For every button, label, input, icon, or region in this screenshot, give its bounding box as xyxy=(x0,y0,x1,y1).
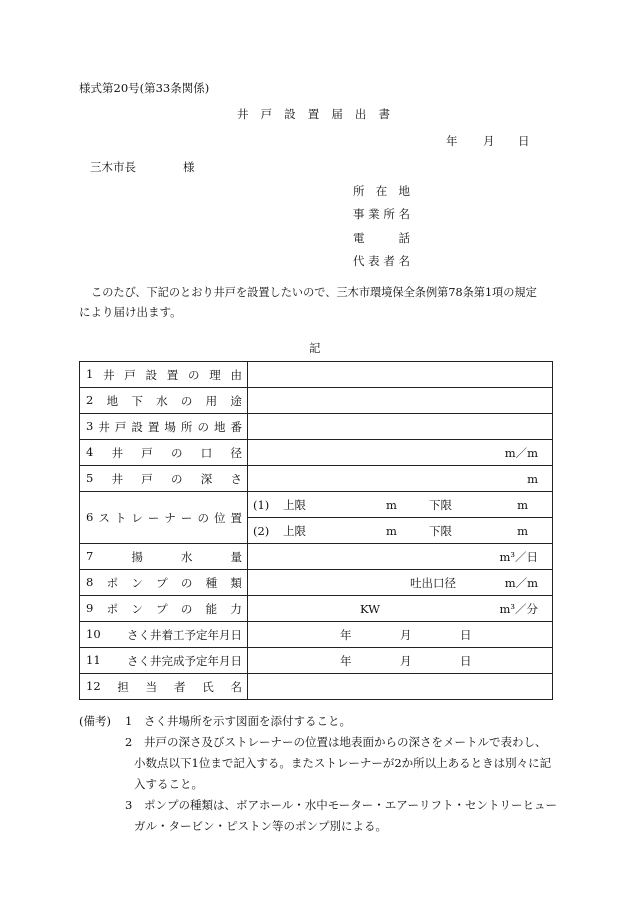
date-day: 日 xyxy=(460,627,472,642)
lower-limit-label: 下限 xyxy=(429,497,452,512)
label-char: ナ xyxy=(164,510,176,525)
row-number: 11 xyxy=(86,652,101,667)
row-number: 6 xyxy=(86,509,94,524)
row-label xyxy=(80,622,248,648)
label-char: の xyxy=(188,367,200,382)
label-char: 設 xyxy=(131,419,143,434)
table-row xyxy=(80,596,553,622)
label-char: 電 xyxy=(353,231,365,245)
label-char: 用 xyxy=(205,393,218,408)
label-char: 戸 xyxy=(124,367,136,382)
row-label xyxy=(80,466,248,492)
date-year: 年 xyxy=(446,134,458,148)
label-char: 当 xyxy=(145,679,158,694)
label-char: 戸 xyxy=(141,471,153,486)
label-char: 所 xyxy=(180,419,193,434)
label-char: 者 xyxy=(383,254,395,268)
title-char: 井 xyxy=(237,107,249,121)
start-date-field[interactable] xyxy=(248,622,553,648)
label-char: 場 xyxy=(164,419,176,434)
label-char: の xyxy=(180,393,193,408)
unit-label: m／m xyxy=(504,575,538,590)
unit-label: m³／日 xyxy=(499,549,538,564)
label-char: 話 xyxy=(398,231,410,245)
date-year: 年 xyxy=(340,653,352,668)
row-number: 2 xyxy=(86,392,94,407)
row-label xyxy=(80,544,248,570)
label-char: ト xyxy=(114,510,127,525)
label-char: 事 xyxy=(353,207,365,221)
row-number: 12 xyxy=(86,678,101,693)
label-char: レ xyxy=(131,510,143,525)
table-row xyxy=(80,570,553,596)
label-char: 所 xyxy=(383,207,395,221)
label-char: 戸 xyxy=(114,419,127,434)
date-month: 月 xyxy=(400,627,412,642)
row-number: 7 xyxy=(86,548,94,563)
row-number: 1 xyxy=(86,366,94,381)
date-month: 月 xyxy=(483,134,495,148)
note-line: 小数点以下1位まで記入する。またストレーナーが2か所以上あるときは別々に記 xyxy=(134,756,552,770)
label-char: 戸 xyxy=(141,445,153,460)
label-char: の xyxy=(171,471,183,486)
label-char: 者 xyxy=(173,679,186,694)
label-char: 所 xyxy=(353,184,365,198)
unit-label: m／m xyxy=(504,445,538,460)
table-row xyxy=(80,648,553,674)
upper-limit-label: 上限 xyxy=(283,497,306,512)
label-char: の xyxy=(197,419,209,434)
field-representative-label xyxy=(353,253,410,269)
date-month: 月 xyxy=(400,653,412,668)
row-label xyxy=(80,596,248,622)
label-char: 径 xyxy=(230,445,242,460)
label-char: 井 xyxy=(111,471,124,486)
row-number: 9 xyxy=(86,600,94,615)
row-label xyxy=(80,492,248,544)
field-phone-label xyxy=(353,230,410,246)
label-char: 地 xyxy=(213,419,226,434)
note-line: 入すること。 xyxy=(134,777,203,791)
person-in-charge-field[interactable] xyxy=(248,674,553,700)
diameter-field[interactable] xyxy=(248,440,553,466)
label-char: 担 xyxy=(117,679,129,694)
label-char: 水 xyxy=(156,393,168,408)
depth-field[interactable] xyxy=(248,466,553,492)
note-line: さく井場所を示す図面を添付すること。 xyxy=(144,714,351,728)
reason-field[interactable] xyxy=(248,362,553,388)
unit-label: m xyxy=(517,523,528,538)
label-char: 理 xyxy=(209,367,221,382)
row-label-text: さく井着工予定年月日 xyxy=(127,627,242,642)
addressee-honorific: 様 xyxy=(183,160,195,174)
field-business-name-label xyxy=(353,206,410,222)
label-char: 置 xyxy=(166,367,179,382)
usage-field[interactable] xyxy=(248,388,553,414)
label-char: 地 xyxy=(106,393,119,408)
row-label xyxy=(80,388,248,414)
pump-type-field[interactable] xyxy=(248,570,553,596)
label-char: 下 xyxy=(131,393,143,408)
label-char: 設 xyxy=(145,367,158,382)
unit-label: m xyxy=(386,497,397,512)
row-label-text: さく井完成予定年月日 xyxy=(127,653,242,668)
row-label xyxy=(80,674,248,700)
document-title xyxy=(237,106,390,122)
label-char: 由 xyxy=(230,367,242,382)
label-char: プ xyxy=(156,601,168,616)
label-char: 名 xyxy=(398,254,410,268)
date-day: 日 xyxy=(460,653,472,668)
lower-limit-label: 下限 xyxy=(429,523,452,538)
pump-capacity-field[interactable] xyxy=(248,596,553,622)
kw-label: KW xyxy=(360,601,381,616)
label-char: 井 xyxy=(103,367,115,382)
strainer-position-cell xyxy=(248,492,553,544)
label-char: 力 xyxy=(230,601,242,616)
body-text-line1: このたび、下記のとおり井戸を設置したいので、三木市環境保全条例第78条第1項の規定 xyxy=(91,286,537,299)
title-char: 出 xyxy=(354,107,367,121)
unit-label: m xyxy=(517,497,528,512)
application-table xyxy=(79,361,553,700)
discharge-diameter-label: 吐出口径 xyxy=(410,575,456,590)
form-number: 様式第20号(第33条関係) xyxy=(79,81,210,95)
label-char: 氏 xyxy=(202,679,214,694)
label-char: ス xyxy=(98,510,110,525)
label-char: プ xyxy=(156,575,168,590)
date-year: 年 xyxy=(340,627,352,642)
row-number: 3 xyxy=(86,418,94,433)
body-text-line2: により届け出ます。 xyxy=(79,305,182,319)
table-row xyxy=(80,414,553,440)
label-char: ー xyxy=(147,510,160,525)
lot-number-field[interactable] xyxy=(248,414,553,440)
notes-heading: (備考) xyxy=(79,714,111,728)
label-char: の xyxy=(180,601,193,616)
label-char: 位 xyxy=(213,510,226,525)
table-row xyxy=(80,388,553,414)
upper-limit-label: 上限 xyxy=(283,523,306,538)
unit-label: m xyxy=(386,523,397,538)
strainer-subrow[interactable] xyxy=(248,492,552,518)
label-char: 水 xyxy=(180,549,193,564)
note-line: ガル・タービン・ピストン等のポンプ別による。 xyxy=(134,819,387,833)
note-number: 1 xyxy=(125,714,133,728)
row-number: 5 xyxy=(86,470,94,485)
label-char: 揚 xyxy=(131,549,143,564)
title-char: 置 xyxy=(307,107,320,121)
note-number: 3 xyxy=(125,798,133,812)
note-line: 井戸の深さ及びストレーナーの位置は地表面からの深さをメートルで表わし、 xyxy=(144,735,547,749)
completion-date-field[interactable] xyxy=(248,648,553,674)
label-char: 量 xyxy=(230,549,242,564)
title-char: 届 xyxy=(331,107,343,121)
row-label xyxy=(80,362,248,388)
table-row xyxy=(80,440,553,466)
label-char: ポ xyxy=(106,601,119,616)
title-char: 戸 xyxy=(260,107,273,121)
label-char: 代 xyxy=(353,254,365,268)
date-day: 日 xyxy=(518,134,530,148)
note-number: 2 xyxy=(125,735,133,749)
addressee-name: 三木市長 xyxy=(90,160,136,174)
label-char: ン xyxy=(131,601,143,616)
title-char: 設 xyxy=(284,107,296,121)
label-char: 番 xyxy=(230,419,242,434)
row-number: 10 xyxy=(86,626,101,641)
label-char: 能 xyxy=(205,601,218,616)
label-char: ン xyxy=(131,575,143,590)
row-label xyxy=(80,440,248,466)
ki-heading: 記 xyxy=(309,341,321,355)
field-address-label xyxy=(353,183,410,199)
subrow-number: (1) xyxy=(253,497,270,512)
row-label xyxy=(80,414,248,440)
table-row xyxy=(80,544,553,570)
label-char: 在 xyxy=(375,184,388,198)
label-char: 名 xyxy=(398,207,410,221)
label-char: 口 xyxy=(200,445,213,460)
table-row xyxy=(80,362,553,388)
label-char: の xyxy=(197,510,209,525)
label-char: 類 xyxy=(230,575,242,590)
subrow-number: (2) xyxy=(253,523,270,538)
note-line: ポンプの種類は、ボアホール・水中モーター・エアーリフト・セントリーヒュー xyxy=(144,798,557,812)
label-char: ポ xyxy=(106,575,119,590)
label-char: ー xyxy=(180,510,193,525)
label-char: 井 xyxy=(98,419,110,434)
label-char: 表 xyxy=(368,254,380,268)
unit-label: m³／分 xyxy=(499,601,538,616)
title-char: 書 xyxy=(378,107,390,121)
label-char: 井 xyxy=(111,445,124,460)
label-char: の xyxy=(171,445,183,460)
label-char: 業 xyxy=(368,207,380,221)
row-number: 8 xyxy=(86,574,94,589)
label-char: 途 xyxy=(230,393,242,408)
label-char: 名 xyxy=(230,679,242,694)
label-char: 置 xyxy=(147,419,160,434)
table-row xyxy=(80,492,553,544)
row-label xyxy=(80,570,248,596)
strainer-subrow[interactable] xyxy=(248,518,552,543)
row-number: 4 xyxy=(86,444,94,459)
row-label xyxy=(80,648,248,674)
label-char: 深 xyxy=(200,471,213,486)
unit-label: m xyxy=(527,471,538,486)
label-char: 地 xyxy=(398,184,410,198)
label-char: 置 xyxy=(230,510,242,525)
pumping-volume-field[interactable] xyxy=(248,544,553,570)
table-row xyxy=(80,674,553,700)
label-char: の xyxy=(180,575,193,590)
label-char: さ xyxy=(230,471,242,486)
table-row xyxy=(80,466,553,492)
label-char: 種 xyxy=(205,575,218,590)
table-row xyxy=(80,622,553,648)
